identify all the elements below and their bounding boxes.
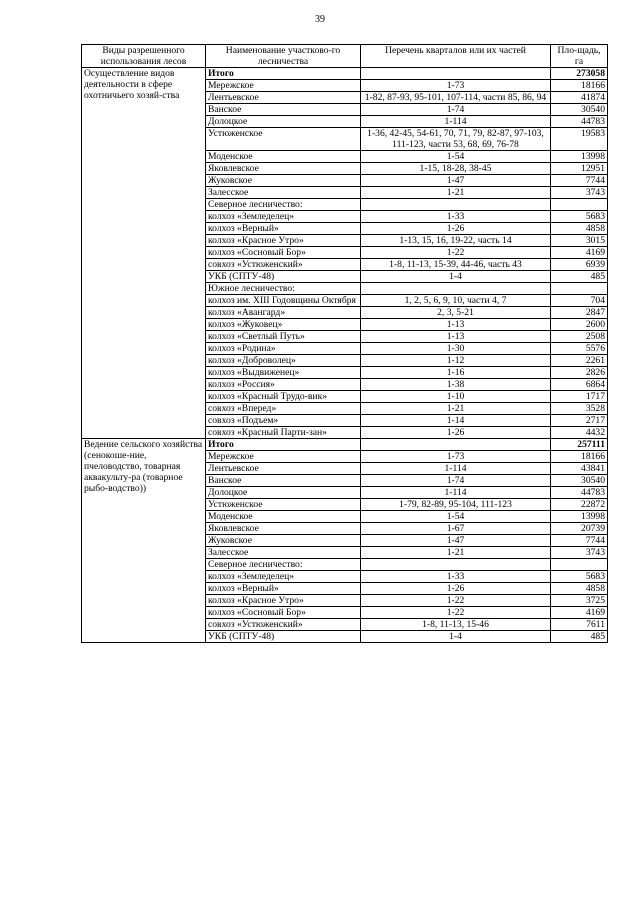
forestry-name-cell: совхоз «Устюженский»: [206, 619, 361, 631]
area-cell: 41874: [551, 92, 608, 104]
forest-use-table: [81, 44, 608, 643]
area-cell: 3725: [551, 595, 608, 607]
quarters-cell: [361, 283, 551, 295]
area-cell: 273058: [551, 68, 608, 80]
header-quarters: Перечень кварталов или их частей: [361, 45, 551, 68]
quarters-cell: 1-22: [361, 607, 551, 619]
area-cell: 19583: [551, 128, 608, 151]
area-cell: 7744: [551, 175, 608, 187]
area-cell: [551, 199, 608, 211]
quarters-cell: 1-8, 11-13, 15-46: [361, 619, 551, 631]
forestry-name-cell: колхоз «Земледелец»: [206, 211, 361, 223]
quarters-cell: 1-14: [361, 415, 551, 427]
quarters-cell: 1-54: [361, 511, 551, 523]
forestry-name-cell: Моденское: [206, 151, 361, 163]
forestry-name-cell: колхоз «Красное Утро»: [206, 235, 361, 247]
forestry-name-cell: Итого: [206, 439, 361, 451]
header-use: Виды разрешенного использования лесов: [82, 45, 206, 68]
area-cell: 485: [551, 271, 608, 283]
area-cell: 6864: [551, 379, 608, 391]
forestry-name-cell: Мережское: [206, 80, 361, 92]
quarters-cell: 1-36, 42-45, 54-61, 70, 71, 79, 82-87, 97-103, 111-123, части 53, 68, 69, 76-78: [361, 128, 551, 151]
table-header-row: [82, 45, 608, 68]
area-cell: 3528: [551, 403, 608, 415]
area-cell: 22872: [551, 499, 608, 511]
forestry-name-cell: Залесское: [206, 547, 361, 559]
page-number: 39: [315, 14, 325, 25]
forestry-name-cell: Итого: [206, 68, 361, 80]
forestry-name-cell: колхоз «Светлый Путь»: [206, 331, 361, 343]
quarters-cell: 1-114: [361, 116, 551, 128]
area-cell: 30540: [551, 475, 608, 487]
forestry-name-cell: Лентьевское: [206, 92, 361, 104]
quarters-cell: 1-15, 18-28, 38-45: [361, 163, 551, 175]
forestry-name-cell: Устюженское: [206, 499, 361, 511]
area-cell: 5683: [551, 571, 608, 583]
quarters-cell: [361, 439, 551, 451]
area-cell: 2600: [551, 319, 608, 331]
area-cell: 12951: [551, 163, 608, 175]
quarters-cell: 1-47: [361, 535, 551, 547]
forestry-name-cell: Мережское: [206, 451, 361, 463]
header-area: Пло-щадь, га: [551, 45, 608, 68]
quarters-cell: 1, 2, 5, 6, 9, 10, части 4, 7: [361, 295, 551, 307]
forestry-name-cell: совхоз «Красный Парти-зан»: [206, 427, 361, 439]
forestry-name-cell: колхоз «Сосновый Бор»: [206, 607, 361, 619]
area-cell: [551, 559, 608, 571]
area-cell: 4169: [551, 247, 608, 259]
use-type-cell: Ведение сельского хозяйства (сенокоше-ние, пчеловодство, товарная аквакульту-ра (товарное рыбо-водство)): [82, 439, 206, 643]
forestry-name-cell: Долоцкое: [206, 116, 361, 128]
quarters-cell: 1-114: [361, 487, 551, 499]
forestry-name-cell: колхоз «Жуковец»: [206, 319, 361, 331]
quarters-cell: 1-74: [361, 104, 551, 116]
area-cell: 18166: [551, 451, 608, 463]
quarters-cell: 1-26: [361, 427, 551, 439]
area-cell: 18166: [551, 80, 608, 92]
area-cell: 20739: [551, 523, 608, 535]
forestry-name-cell: УКБ (СПТУ-48): [206, 271, 361, 283]
forestry-name-cell: колхоз «Верный»: [206, 223, 361, 235]
quarters-cell: 1-33: [361, 211, 551, 223]
forestry-name-cell: Устюженское: [206, 128, 361, 151]
area-cell: 1717: [551, 391, 608, 403]
quarters-cell: [361, 68, 551, 80]
quarters-cell: 1-79, 82-89, 95-104, 111-123: [361, 499, 551, 511]
quarters-cell: 1-16: [361, 367, 551, 379]
header-forestry: Наименование участково-го лесничества: [206, 45, 361, 68]
area-cell: 2847: [551, 307, 608, 319]
quarters-cell: [361, 559, 551, 571]
forestry-name-cell: Лентьевское: [206, 463, 361, 475]
area-cell: 3743: [551, 187, 608, 199]
forestry-name-cell: колхоз «Авангард»: [206, 307, 361, 319]
quarters-cell: 2, 3, 5-21: [361, 307, 551, 319]
forestry-name-cell: колхоз «Россия»: [206, 379, 361, 391]
area-cell: 3743: [551, 547, 608, 559]
area-cell: 30540: [551, 104, 608, 116]
forestry-name-cell: колхоз «Верный»: [206, 583, 361, 595]
area-cell: 6939: [551, 259, 608, 271]
quarters-cell: 1-21: [361, 403, 551, 415]
forestry-name-cell: совхоз «Вперед»: [206, 403, 361, 415]
area-cell: 2508: [551, 331, 608, 343]
area-cell: 4858: [551, 223, 608, 235]
quarters-cell: 1-30: [361, 343, 551, 355]
quarters-cell: 1-38: [361, 379, 551, 391]
forestry-name-cell: колхоз «Земледелец»: [206, 571, 361, 583]
forestry-name-cell: Яковлевское: [206, 163, 361, 175]
quarters-cell: 1-8, 11-13, 15-39, 44-46, часть 43: [361, 259, 551, 271]
quarters-cell: 1-22: [361, 247, 551, 259]
forestry-name-cell: Яковлевское: [206, 523, 361, 535]
forestry-name-cell: колхоз «Доброволец»: [206, 355, 361, 367]
forestry-name-cell: Северное лесничество:: [206, 199, 361, 211]
area-cell: 2717: [551, 415, 608, 427]
quarters-cell: 1-82, 87-93, 95-101, 107-114, части 85, 86, 94: [361, 92, 551, 104]
area-cell: 485: [551, 631, 608, 643]
quarters-cell: [361, 199, 551, 211]
quarters-cell: 1-13: [361, 319, 551, 331]
area-cell: 3015: [551, 235, 608, 247]
quarters-cell: 1-26: [361, 583, 551, 595]
area-cell: 44783: [551, 487, 608, 499]
quarters-cell: 1-33: [361, 571, 551, 583]
area-cell: 4432: [551, 427, 608, 439]
forestry-name-cell: колхоз «Красный Трудо-вик»: [206, 391, 361, 403]
quarters-cell: 1-21: [361, 547, 551, 559]
quarters-cell: 1-26: [361, 223, 551, 235]
table-row: [82, 439, 608, 451]
quarters-cell: 1-4: [361, 271, 551, 283]
area-cell: 43841: [551, 463, 608, 475]
area-cell: 44783: [551, 116, 608, 128]
quarters-cell: 1-4: [361, 631, 551, 643]
forestry-name-cell: УКБ (СПТУ-48): [206, 631, 361, 643]
forestry-name-cell: Моденское: [206, 511, 361, 523]
area-cell: 7611: [551, 619, 608, 631]
forestry-name-cell: Залесское: [206, 187, 361, 199]
area-cell: 2826: [551, 367, 608, 379]
table-row: [82, 68, 608, 80]
table-body: [82, 68, 608, 643]
quarters-cell: 1-47: [361, 175, 551, 187]
area-cell: 13998: [551, 151, 608, 163]
quarters-cell: 1-21: [361, 187, 551, 199]
forestry-name-cell: Жуковское: [206, 175, 361, 187]
forestry-name-cell: совхоз «Устюженский»: [206, 259, 361, 271]
quarters-cell: 1-54: [361, 151, 551, 163]
forestry-name-cell: Северное лесничество:: [206, 559, 361, 571]
forestry-name-cell: колхоз «Красное Утро»: [206, 595, 361, 607]
forestry-name-cell: колхоз «Родина»: [206, 343, 361, 355]
area-cell: 4858: [551, 583, 608, 595]
forestry-name-cell: колхоз «Сосновый Бор»: [206, 247, 361, 259]
forestry-name-cell: Южное лесничество:: [206, 283, 361, 295]
forestry-name-cell: Ванское: [206, 104, 361, 116]
area-cell: 704: [551, 295, 608, 307]
quarters-cell: 1-12: [361, 355, 551, 367]
area-cell: 5683: [551, 211, 608, 223]
use-type-cell: Осуществление видов деятельности в сфере охотничьего хозяй-ства: [82, 68, 206, 439]
quarters-cell: 1-73: [361, 451, 551, 463]
area-cell: 13998: [551, 511, 608, 523]
quarters-cell: 1-67: [361, 523, 551, 535]
quarters-cell: 1-74: [361, 475, 551, 487]
forestry-name-cell: колхоз им. XIII Годовщины Октября: [206, 295, 361, 307]
area-cell: 2261: [551, 355, 608, 367]
forestry-name-cell: совхоз «Подъем»: [206, 415, 361, 427]
quarters-cell: 1-13, 15, 16, 19-22, часть 14: [361, 235, 551, 247]
area-cell: 257111: [551, 439, 608, 451]
forestry-name-cell: колхоз «Выдвиженец»: [206, 367, 361, 379]
quarters-cell: 1-22: [361, 595, 551, 607]
quarters-cell: 1-10: [361, 391, 551, 403]
quarters-cell: 1-114: [361, 463, 551, 475]
area-cell: 4169: [551, 607, 608, 619]
area-cell: [551, 283, 608, 295]
forestry-name-cell: Долоцкое: [206, 487, 361, 499]
forestry-name-cell: Ванское: [206, 475, 361, 487]
forestry-name-cell: Жуковское: [206, 535, 361, 547]
area-cell: 7744: [551, 535, 608, 547]
area-cell: 5576: [551, 343, 608, 355]
quarters-cell: 1-73: [361, 80, 551, 92]
quarters-cell: 1-13: [361, 331, 551, 343]
